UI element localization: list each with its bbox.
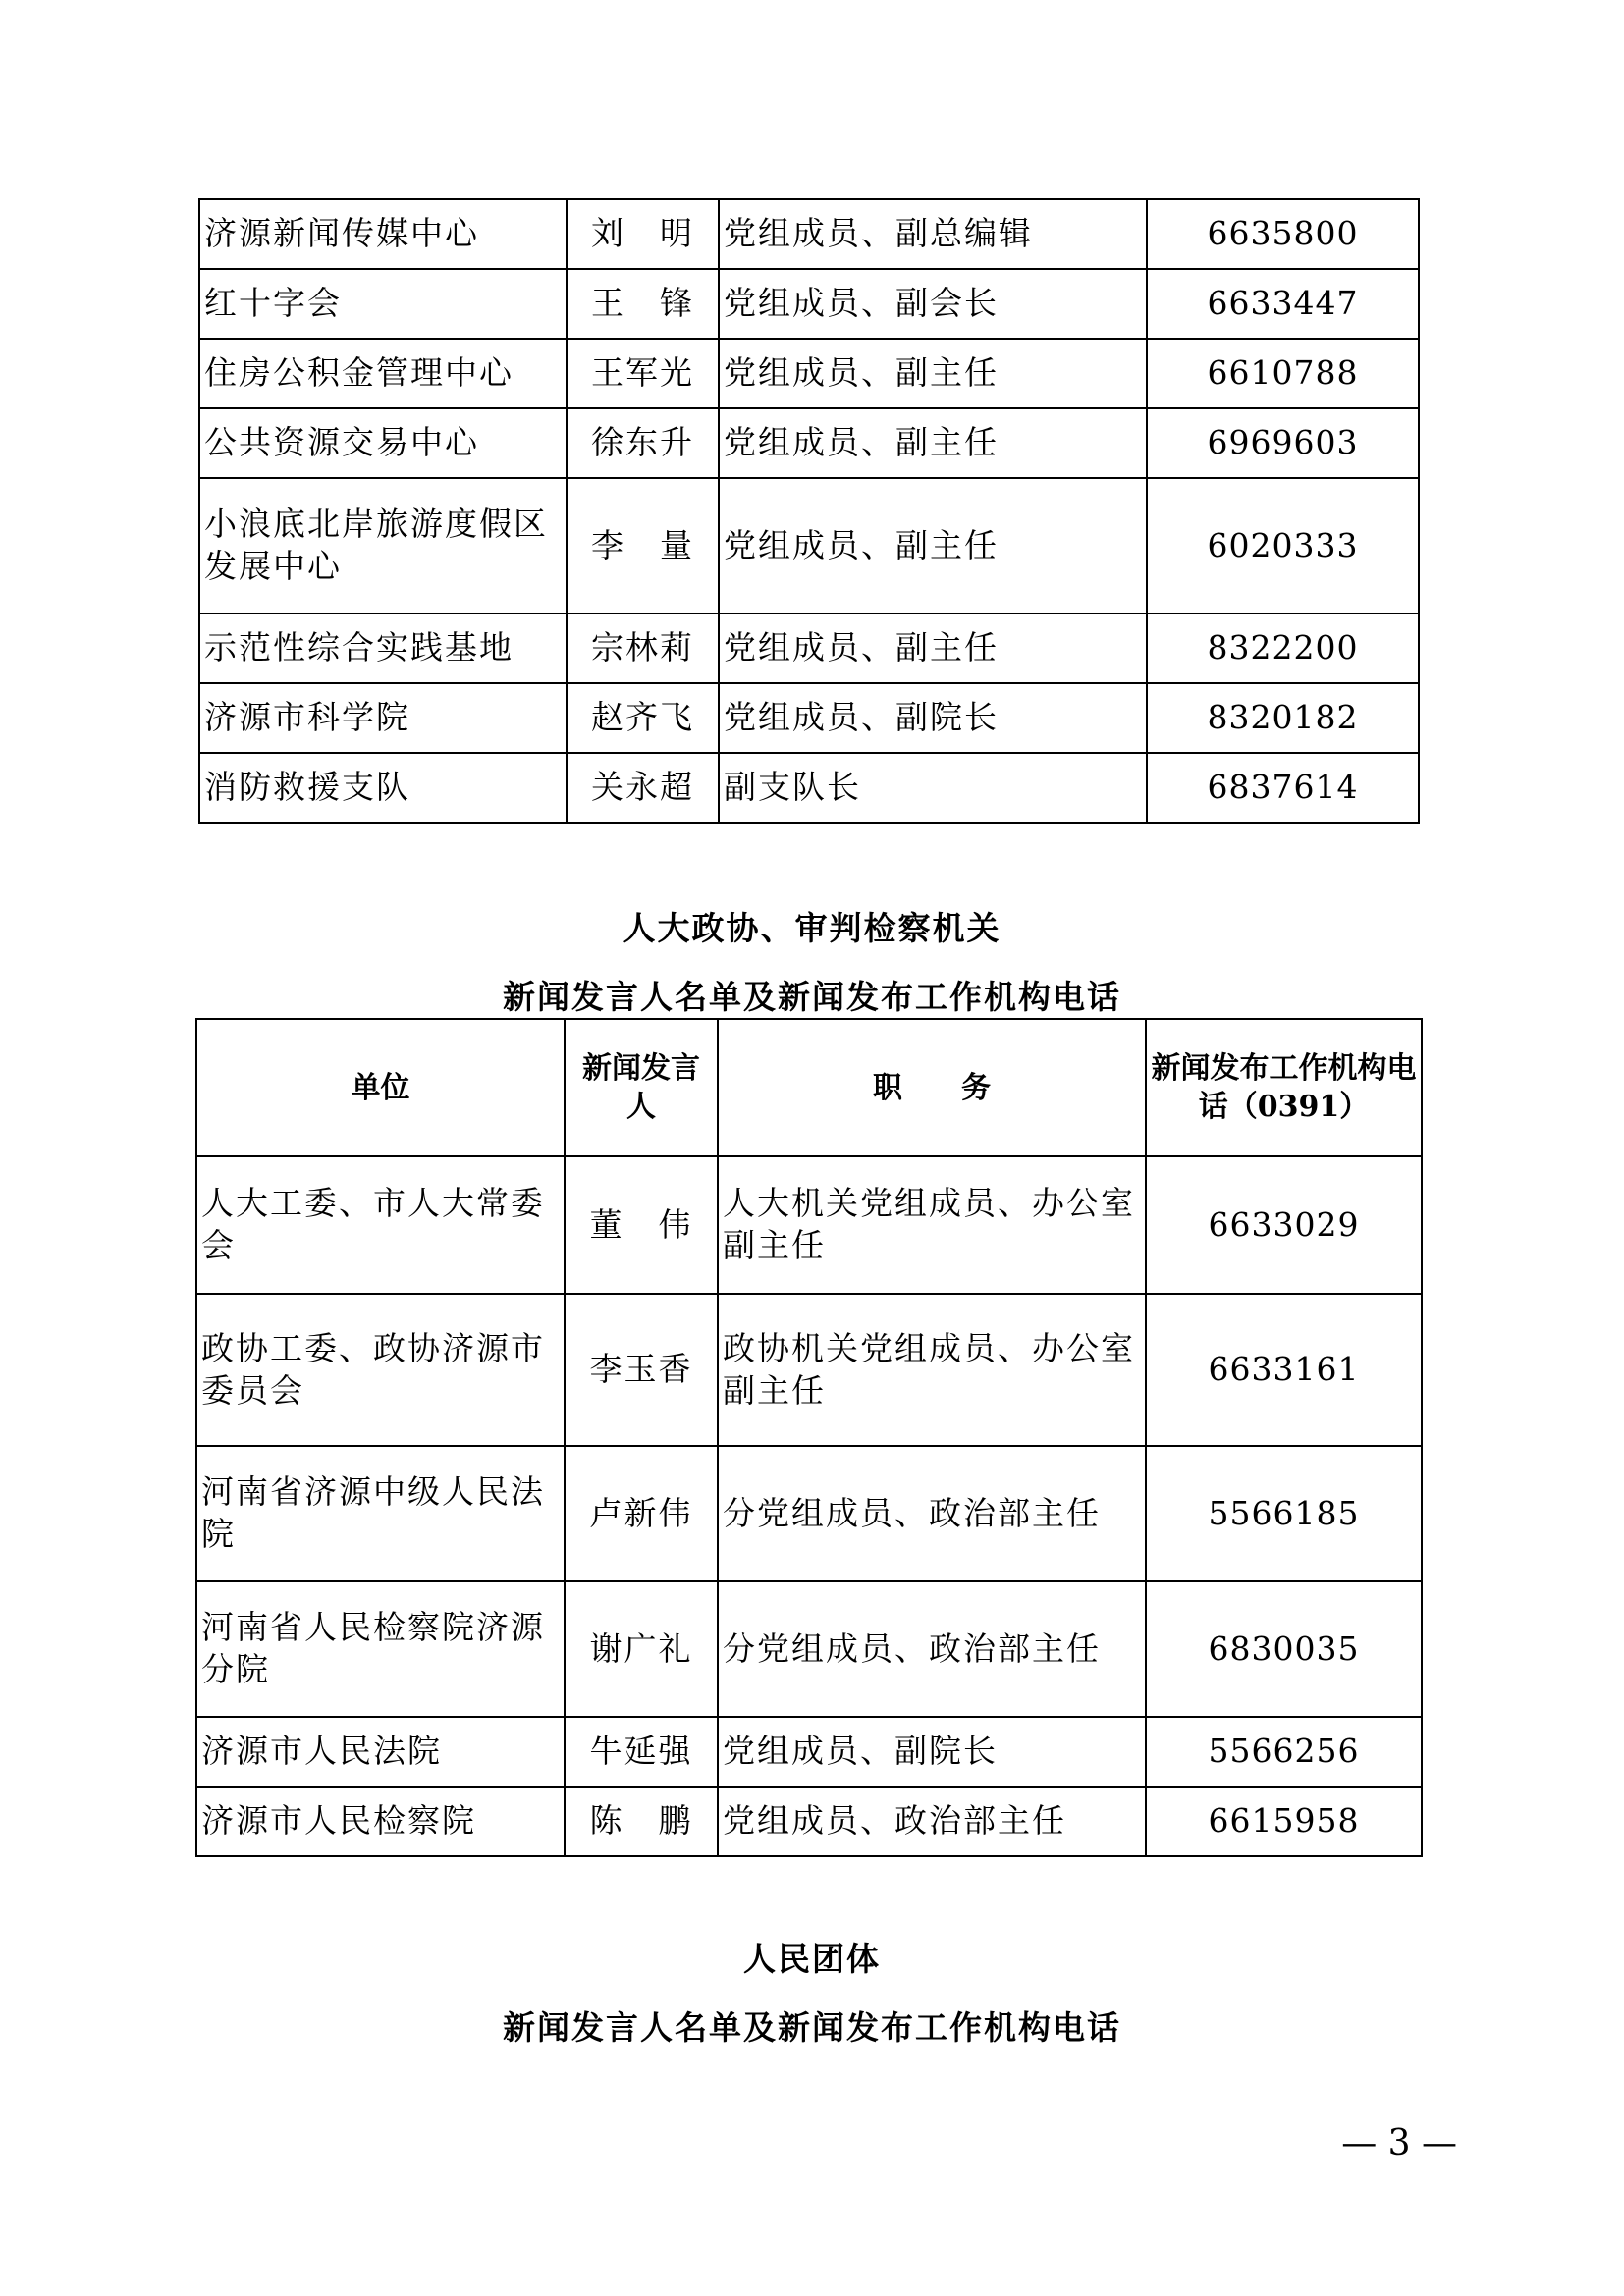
phone-cell: 6020333 bbox=[1147, 478, 1419, 614]
table-row bbox=[199, 753, 1419, 823]
unit-cell: 政协工委、政协济源市委员会 bbox=[196, 1294, 565, 1446]
spokesperson-table-continued bbox=[198, 198, 1420, 824]
phone-cell: 6633029 bbox=[1146, 1156, 1422, 1294]
unit-cell: 公共资源交易中心 bbox=[199, 408, 567, 478]
duty-cell: 分党组成员、政治部主任 bbox=[718, 1446, 1146, 1581]
table-row bbox=[199, 683, 1419, 753]
table-row bbox=[196, 1787, 1422, 1856]
unit-cell: 济源新闻传媒中心 bbox=[199, 199, 567, 269]
duty-cell: 党组成员、副主任 bbox=[719, 408, 1147, 478]
spokesperson-cell: 关永超 bbox=[567, 753, 719, 823]
unit-cell: 河南省济源中级人民法院 bbox=[196, 1446, 565, 1581]
duty-cell: 党组成员、政治部主任 bbox=[718, 1787, 1146, 1856]
unit-cell: 人大工委、市人大常委会 bbox=[196, 1156, 565, 1294]
unit-cell: 红十字会 bbox=[199, 269, 567, 339]
spokesperson-cell: 李 量 bbox=[567, 478, 719, 614]
phone-cell: 6830035 bbox=[1146, 1581, 1422, 1717]
table-row bbox=[196, 1156, 1422, 1294]
table-row bbox=[196, 1446, 1422, 1581]
phone-cell: 6635800 bbox=[1147, 199, 1419, 269]
phone-cell: 8320182 bbox=[1147, 683, 1419, 753]
duty-cell: 党组成员、副院长 bbox=[718, 1717, 1146, 1787]
phone-cell: 5566185 bbox=[1146, 1446, 1422, 1581]
column-header-duty: 职 务 bbox=[718, 1019, 1146, 1156]
spokesperson-cell: 宗林莉 bbox=[567, 614, 719, 683]
duty-cell: 副支队长 bbox=[719, 753, 1147, 823]
table-row bbox=[199, 614, 1419, 683]
spokesperson-cell: 王军光 bbox=[567, 339, 719, 408]
spokesperson-cell: 谢广礼 bbox=[565, 1581, 718, 1717]
spokesperson-cell: 赵齐飞 bbox=[567, 683, 719, 753]
section-subtitle-peoples-organizations: 新闻发言人名单及新闻发布工作机构电话 bbox=[503, 2008, 1121, 2047]
duty-cell: 党组成员、副院长 bbox=[719, 683, 1147, 753]
spokesperson-cell: 徐东升 bbox=[567, 408, 719, 478]
unit-cell: 示范性综合实践基地 bbox=[199, 614, 567, 683]
duty-cell: 党组成员、副会长 bbox=[719, 269, 1147, 339]
duty-cell: 分党组成员、政治部主任 bbox=[718, 1581, 1146, 1717]
duty-cell: 党组成员、副总编辑 bbox=[719, 199, 1147, 269]
table-row bbox=[196, 1717, 1422, 1787]
duty-cell: 党组成员、副主任 bbox=[719, 614, 1147, 683]
duty-cell: 党组成员、副主任 bbox=[719, 339, 1147, 408]
spokesperson-table-congress-courts bbox=[195, 1018, 1423, 1857]
unit-cell: 小浪底北岸旅游度假区发展中心 bbox=[199, 478, 567, 614]
spokesperson-cell: 王 锋 bbox=[567, 269, 719, 339]
spokesperson-cell: 董 伟 bbox=[565, 1156, 718, 1294]
phone-cell: 5566256 bbox=[1146, 1717, 1422, 1787]
duty-cell: 人大机关党组成员、办公室副主任 bbox=[718, 1156, 1146, 1294]
unit-cell: 消防救援支队 bbox=[199, 753, 567, 823]
page-number: — 3 — bbox=[1341, 2123, 1457, 2163]
table-row bbox=[196, 1581, 1422, 1717]
phone-cell: 6969603 bbox=[1147, 408, 1419, 478]
table-row bbox=[199, 408, 1419, 478]
phone-cell: 8322200 bbox=[1147, 614, 1419, 683]
unit-cell: 济源市人民法院 bbox=[196, 1717, 565, 1787]
phone-cell: 6633447 bbox=[1147, 269, 1419, 339]
table-row bbox=[199, 339, 1419, 408]
column-header-phone: 新闻发布工作机构电话（0391） bbox=[1146, 1019, 1422, 1156]
phone-cell: 6633161 bbox=[1146, 1294, 1422, 1446]
phone-cell: 6615958 bbox=[1146, 1787, 1422, 1856]
duty-cell: 政协机关党组成员、办公室副主任 bbox=[718, 1294, 1146, 1446]
table-row bbox=[199, 478, 1419, 614]
section-title-congress-courts: 人大政协、审判检察机关 bbox=[623, 909, 1001, 947]
section-title-peoples-organizations: 人民团体 bbox=[743, 1940, 881, 1978]
table-header-row bbox=[196, 1019, 1422, 1156]
column-header-unit: 单位 bbox=[196, 1019, 565, 1156]
table-row bbox=[199, 269, 1419, 339]
phone-cell: 6610788 bbox=[1147, 339, 1419, 408]
unit-cell: 住房公积金管理中心 bbox=[199, 339, 567, 408]
table-row bbox=[199, 199, 1419, 269]
spokesperson-cell: 刘 明 bbox=[567, 199, 719, 269]
table-row bbox=[196, 1294, 1422, 1446]
duty-cell: 党组成员、副主任 bbox=[719, 478, 1147, 614]
phone-cell: 6837614 bbox=[1147, 753, 1419, 823]
spokesperson-cell: 陈 鹏 bbox=[565, 1787, 718, 1856]
unit-cell: 济源市人民检察院 bbox=[196, 1787, 565, 1856]
spokesperson-cell: 李玉香 bbox=[565, 1294, 718, 1446]
section-subtitle-congress-courts: 新闻发言人名单及新闻发布工作机构电话 bbox=[503, 978, 1121, 1016]
unit-cell: 济源市科学院 bbox=[199, 683, 567, 753]
spokesperson-cell: 卢新伟 bbox=[565, 1446, 718, 1581]
column-header-spokesperson: 新闻发言人 bbox=[565, 1019, 718, 1156]
unit-cell: 河南省人民检察院济源分院 bbox=[196, 1581, 565, 1717]
spokesperson-cell: 牛延强 bbox=[565, 1717, 718, 1787]
